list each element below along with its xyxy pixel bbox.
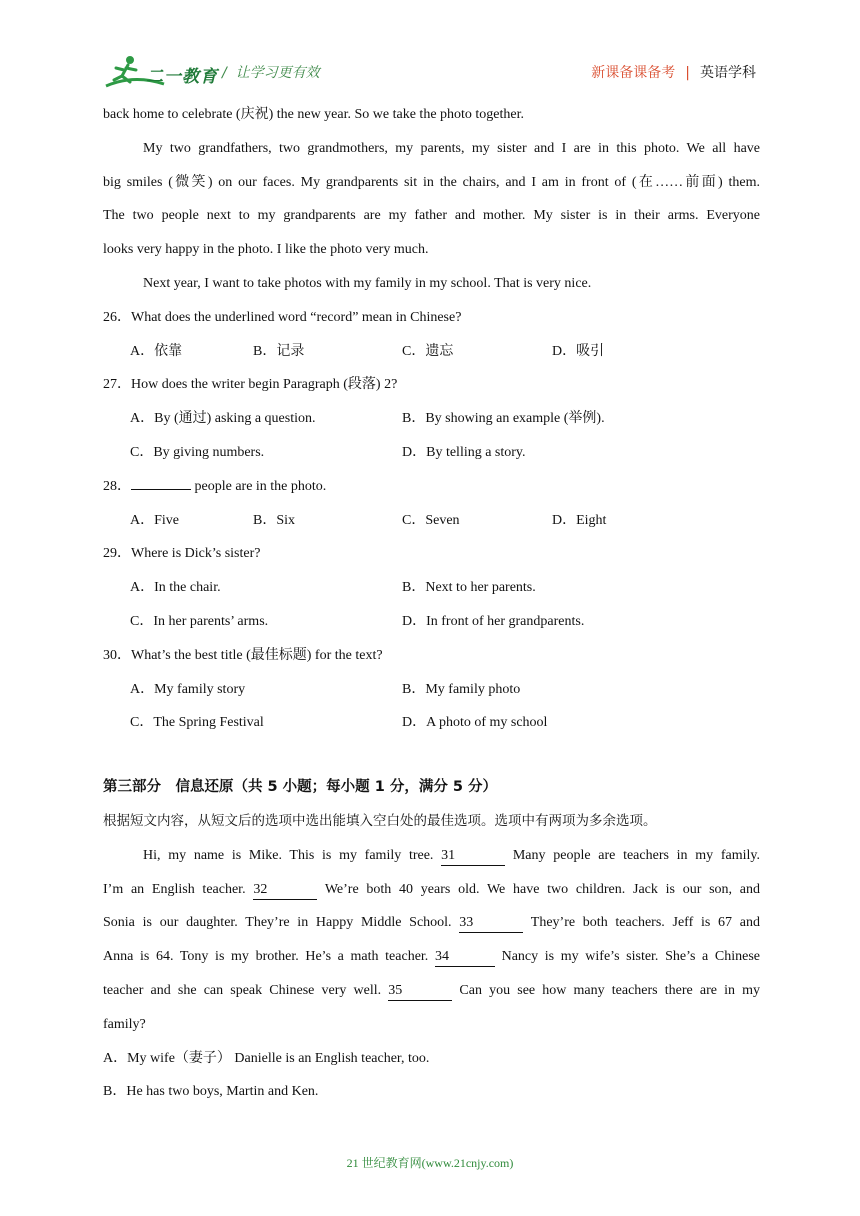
page-header bbox=[0, 0, 860, 100]
slogan-text: 让学习更有效 bbox=[235, 65, 320, 81]
question-26-options bbox=[103, 335, 760, 369]
question-27-options-row1 bbox=[103, 402, 760, 436]
option-d: D．A photo of my school bbox=[402, 715, 548, 731]
question-30-options-row2 bbox=[103, 706, 760, 740]
option-b: B．Six bbox=[253, 512, 296, 528]
header-subject bbox=[591, 62, 756, 82]
text-run: They’re both teachers. Jeff is 67 and bbox=[530, 915, 760, 931]
passage-line: The two people next to my grandparents are my father and mother. My sister is in their arms. Everyone bbox=[103, 208, 760, 224]
option-d: D．Eight bbox=[552, 512, 607, 528]
option-c: C．The Spring Festival bbox=[130, 715, 264, 731]
section-3-option-a: A．My wife（妻子） Danielle is an English teacher, too. bbox=[103, 1050, 430, 1066]
passage-line bbox=[103, 839, 760, 873]
option-c: C．By giving numbers. bbox=[130, 444, 265, 460]
blank-33: 33 bbox=[459, 914, 523, 933]
slogan-slash: / bbox=[222, 65, 227, 81]
section-3-instruction: 根据短文内容，从短文后的选项中选出能填入空白处的最佳选项。选项中有两项为多余选项。 bbox=[103, 812, 657, 829]
question-27-options-row2 bbox=[103, 436, 760, 470]
blank-31: 31 bbox=[441, 847, 505, 866]
option-d: D．吸引 bbox=[552, 343, 605, 359]
option-a: A．My family story bbox=[130, 681, 246, 697]
text-run: Hi, my name is Mike. This is my family tree. bbox=[143, 847, 434, 863]
passage-line: Next year, I want to take photos with my family in my school. That is very nice. bbox=[143, 275, 592, 291]
passage-line: My two grandfathers, two grandmothers, my parents, my sister and I are in this photo. We all have bbox=[143, 140, 760, 156]
option-b: B．By showing an example (举例). bbox=[402, 411, 605, 427]
header-slogan bbox=[222, 62, 320, 82]
question-26-stem: 26．What does the underlined word “record” mean in Chinese? bbox=[103, 309, 462, 325]
passage-line: family? bbox=[103, 1016, 146, 1032]
question-28-stem bbox=[103, 470, 760, 504]
question-29-stem: 29．Where is Dick’s sister? bbox=[103, 546, 261, 562]
document-body bbox=[103, 98, 760, 1109]
blank-32: 32 bbox=[253, 881, 317, 900]
page-footer: 21 世纪教育网(www.21cnjy.com) bbox=[346, 1156, 514, 1170]
option-a: A．依靠 bbox=[130, 343, 183, 359]
text-run: teacher and she can speak Chinese very well. bbox=[103, 982, 382, 998]
passage-line: looks very happy in the photo. I like the photo very much. bbox=[103, 242, 429, 258]
text-run: I’m an English teacher. bbox=[103, 881, 246, 897]
option-b: B．Next to her parents. bbox=[402, 580, 536, 596]
question-28-number: 28． bbox=[103, 478, 131, 494]
question-28-options bbox=[103, 504, 760, 538]
text-run: We’re both 40 years old. We have two children. Jack is our son, and bbox=[324, 881, 760, 897]
logo-text: 二一教育 bbox=[146, 67, 218, 87]
answer-blank bbox=[131, 489, 191, 490]
text-run: Many people are teachers in my family. bbox=[512, 847, 760, 863]
text-run: Can you see how many teachers there are in my bbox=[459, 982, 760, 998]
header-course: 新课备课备考 bbox=[591, 65, 676, 81]
section-3-option-b: B．He has two boys, Martin and Ken. bbox=[103, 1084, 319, 1100]
option-b: B．记录 bbox=[253, 343, 305, 359]
question-29-options-row2 bbox=[103, 605, 760, 639]
question-28-text: people are in the photo. bbox=[191, 478, 327, 494]
option-c: C．In her parents’ arms. bbox=[130, 613, 269, 629]
header-separator: | bbox=[685, 65, 690, 81]
passage-line bbox=[103, 940, 760, 974]
question-27-stem: 27．How does the writer begin Paragraph (段落) 2? bbox=[103, 377, 398, 393]
option-a: A．Five bbox=[130, 512, 179, 528]
option-d: D．In front of her grandparents. bbox=[402, 613, 585, 629]
text-run: Sonia is our daughter. They’re in Happy Middle School. bbox=[103, 915, 452, 931]
text-run: Anna is 64. Tony is my brother. He’s a math teacher. bbox=[103, 949, 429, 965]
section-3-title: 第三部分 信息还原（共 5 小题；每小题 1 分，满分 5 分） bbox=[103, 779, 498, 796]
blank-34: 34 bbox=[435, 948, 495, 967]
blank-35: 35 bbox=[388, 982, 452, 1001]
section-gap bbox=[103, 740, 760, 771]
option-d: D．By telling a story. bbox=[402, 444, 526, 460]
passage-line bbox=[103, 873, 760, 907]
question-30-options-row1 bbox=[103, 673, 760, 707]
option-a: A．In the chair. bbox=[130, 580, 221, 596]
text-run: Nancy is my wife’s sister. She’s a Chinese bbox=[501, 949, 760, 965]
option-b: B．My family photo bbox=[402, 681, 521, 697]
option-c: C．遗忘 bbox=[402, 343, 454, 359]
option-c: C．Seven bbox=[402, 512, 460, 528]
question-29-options-row1 bbox=[103, 571, 760, 605]
passage-line bbox=[103, 906, 760, 940]
passage-line: back home to celebrate (庆祝) the new year. So we take the photo together. bbox=[103, 107, 525, 122]
passage-line: big smiles (微笑) on our faces. My grandparents sit in the chairs, and I am in front of (在……前面) them. bbox=[103, 174, 760, 190]
question-30-stem: 30．What’s the best title (最佳标题) for the text? bbox=[103, 647, 383, 663]
passage-line bbox=[103, 974, 760, 1008]
header-subject-name: 英语学科 bbox=[700, 65, 756, 81]
option-a: A．By (通过) asking a question. bbox=[130, 411, 316, 427]
